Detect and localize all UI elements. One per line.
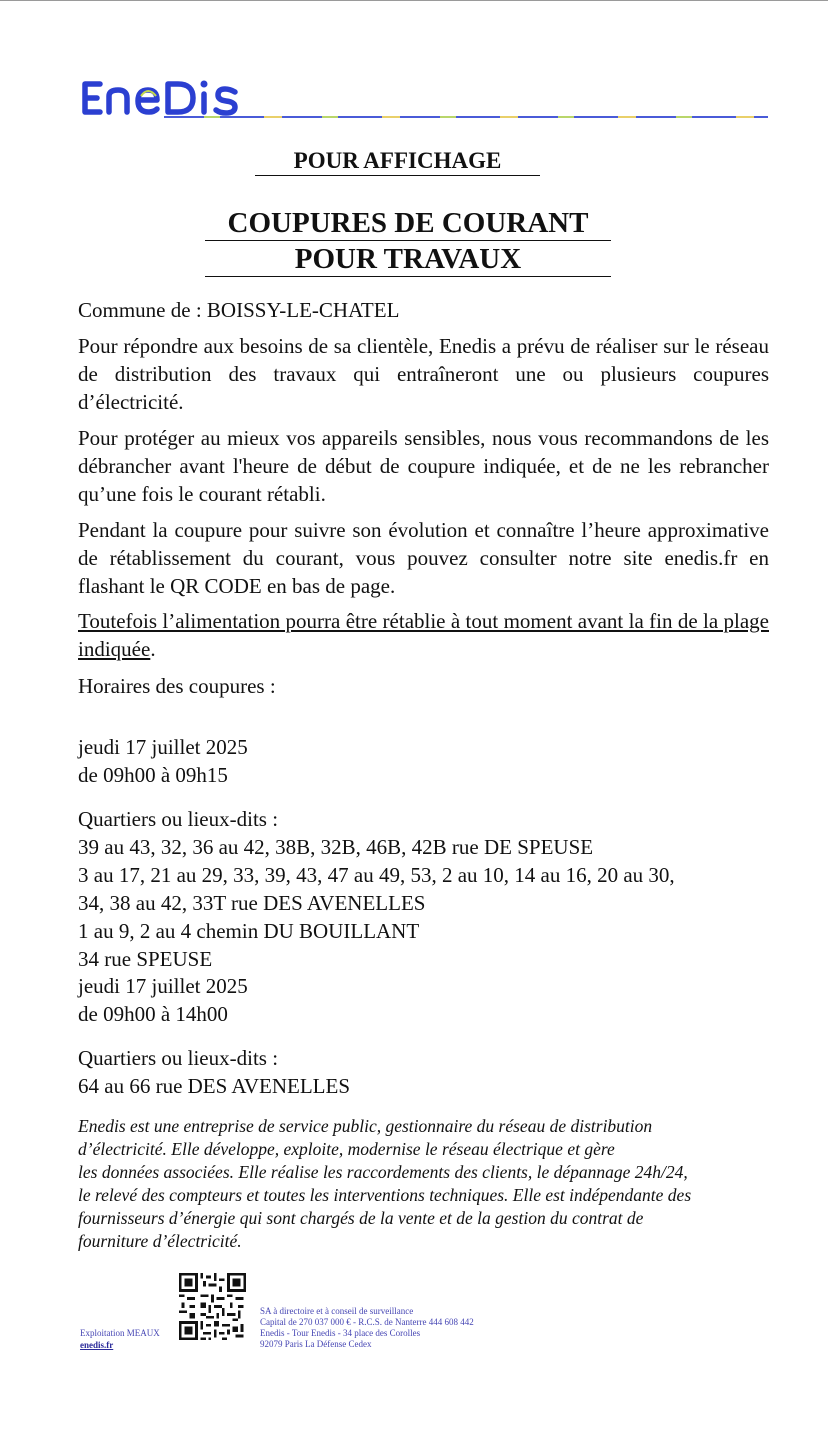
header-rule — [164, 116, 768, 118]
disclaimer-line: les données associées. Elle réalise les raccordements des clients, le dépannage 24h/24, — [78, 1162, 688, 1182]
main-title-line2: POUR TRAVAUX — [205, 242, 611, 277]
slot1-place: 34, 38 au 42, 33T rue DES AVENELLES — [78, 891, 426, 915]
warning-underlined-text: Toutefois l’alimentation pourra être rétablie à tout moment avant la fin de la plage indiquée — [78, 609, 769, 661]
disclaimer-line: le relevé des compteurs et toutes les interventions techniques. Elle est indépendante des — [78, 1185, 692, 1205]
footer-enedis-link[interactable]: enedis.fr — [80, 1340, 114, 1350]
main-title-line1: COUPURES DE COURANT — [205, 206, 611, 241]
qr-code-icon[interactable] — [179, 1273, 246, 1340]
paragraph-intro: Pour répondre aux besoins de sa clientèle, Enedis a prévu de réaliser sur le réseau de distribution des travaux qui entraîneront une ou plusieurs coupures d’électricité. — [78, 334, 769, 414]
slot1-place: 39 au 43, 32, 36 au 42, 38B, 32B, 46B, 42B rue DE SPEUSE — [78, 835, 594, 859]
footer-company-line: 92079 Paris La Défense Cedex — [260, 1339, 372, 1349]
paragraph-tracking: Pendant la coupure pour suivre son évolution et connaître l’heure approximative de rétablissement du courant, vous pouvez consulter notre site enedis.fr en flashant le QR CODE en bas de page. — [78, 518, 769, 598]
footer-company-line: SA à directoire et à conseil de surveillance — [260, 1306, 414, 1316]
top-border — [0, 0, 828, 1]
schedule-heading: Horaires des coupures : — [78, 674, 276, 698]
disclaimer-line: Enedis est une entreprise de service public, gestionnaire du réseau de distribution — [78, 1116, 653, 1136]
disclaimer-block — [78, 1115, 778, 1253]
paragraph-warning — [78, 607, 769, 663]
disclaimer-line: fournisseurs d’énergie qui sont chargés de la vente et de la gestion du contrat de — [78, 1208, 644, 1228]
enedis-logo — [80, 76, 256, 118]
commune-line: Commune de : BOISSY-LE-CHATEL — [78, 298, 400, 322]
footer-exploitation: Exploitation MEAUX — [80, 1328, 160, 1338]
slot2-time: de 09h00 à 14h00 — [78, 1002, 228, 1026]
disclaimer-line: fourniture d’électricité. — [78, 1231, 242, 1251]
warning-period: . — [150, 637, 156, 661]
disclaimer-line: d’électricité. Elle développe, exploite, modernise le réseau électrique et gère — [78, 1139, 615, 1159]
slot1-place: 34 rue SPEUSE — [78, 947, 213, 971]
paragraph-protection: Pour protéger au mieux vos appareils sensibles, nous vous recommandons de les débrancher avant l'heure de début de coupure indiquée, et de ne les rebrancher qu’une fois le courant rétabli. — [78, 426, 769, 506]
footer-company-line: Capital de 270 037 000 € - R.C.S. de Nanterre 444 608 442 — [260, 1317, 474, 1327]
pour-affichage-heading: POUR AFFICHAGE — [255, 147, 540, 176]
slot1-places-heading: Quartiers ou lieux-dits : — [78, 807, 279, 831]
slot1-date: jeudi 17 juillet 2025 — [78, 735, 248, 759]
slot1-time: de 09h00 à 09h15 — [78, 763, 228, 787]
footer-company-line: Enedis - Tour Enedis - 34 place des Corolles — [260, 1328, 421, 1338]
slot1-place: 3 au 17, 21 au 29, 33, 39, 43, 47 au 49, 53, 2 au 10, 14 au 16, 20 au 30, — [78, 863, 675, 887]
slot1-place: 1 au 9, 2 au 4 chemin DU BOUILLANT — [78, 919, 420, 943]
slot2-places-heading: Quartiers ou lieux-dits : — [78, 1046, 279, 1070]
slot2-place: 64 au 66 rue DES AVENELLES — [78, 1074, 351, 1098]
slot2-date: jeudi 17 juillet 2025 — [78, 974, 248, 998]
